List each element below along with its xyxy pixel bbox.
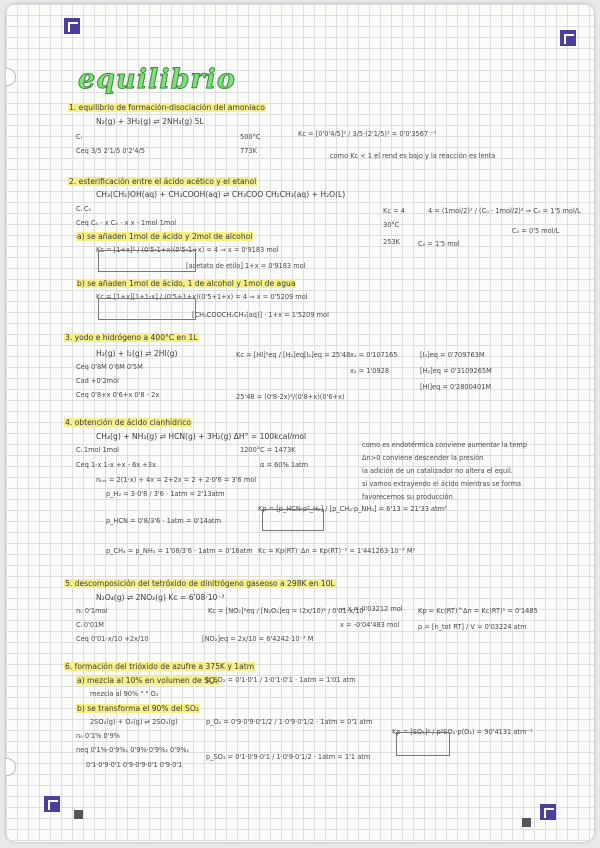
section-heading: 5. descomposición del tetróxido de dinitrógeno gaseoso a 298K en 10L — [65, 579, 335, 588]
note-line: Kc = [0'0'4/5]² / 3/5·(2'1/5)³ = 0'0'3567 ⁻¹ — [298, 130, 437, 138]
note-line: Kp = [SO₃]² / p²SO₂·p(O₂) = 90'4131 atm⁻¹ — [392, 728, 533, 736]
note-line: Kc = [1+x]² / (0'5-1+x)(0'5-1+x) = 4 ⇒ x = 0'9183 mol — [96, 246, 279, 254]
equation-box — [98, 250, 196, 272]
binder-hole-icon — [6, 68, 16, 86]
note-line: p_HCN = 0'8/3'6 · 1atm = 0'14atm — [106, 517, 222, 525]
section-heading: 3. yodo e hidrógeno a 400°C en 1L — [65, 333, 198, 342]
corner-mark-icon — [560, 30, 576, 46]
note-line: x₁ = 0'107165 — [350, 351, 398, 359]
note-line: 773K — [240, 147, 257, 155]
note-line: 25'48 = (0'8-2x)²/(0'8+x)(0'6+x) — [236, 393, 345, 401]
note-line: nₜₒₜ = 2(1-x) + 4x = 2+2x = 2 + 2·0'6 = 3'6 mol — [96, 476, 257, 484]
note-line: C₀ = 1'5 mol — [418, 240, 460, 248]
note-line: 1200°C = 1473K — [240, 446, 296, 454]
note-line: Kc = [NO₂]²eq / [N₂O₄]eq = (2x/10)² / 0'01-x/10 — [208, 607, 364, 615]
note-line: Kp = [p_HCN·p³_H₂] / [p_CH₄·p_NH₃] = 6'13 = 21'33 atm² — [258, 505, 447, 513]
note-line: 0'1·0'9·0'1 0'9·0'9·0'1 0'9·0'1 — [86, 761, 183, 769]
note-line: como Kc < 1 el rend es bajo y la reacción es lenta — [330, 152, 496, 160]
equation-box — [262, 509, 324, 531]
note-line: CH₄(g) + NH₃(g) ⇌ HCN(g) + 3H₂(g) ΔH° = 100kcal/mol — [96, 432, 307, 441]
note-line: 4 = (1mol/2)² / (C₀ - 1mol/2)² ⇒ C₀ = 1'5 mol/L — [428, 207, 581, 215]
note-line: como es endotérmica conviene aumentar la temp — [362, 441, 528, 449]
note-line: Cᵢ — [76, 133, 82, 141]
note-line: Ceq 1-x 1-x +x - 6x +3x — [76, 461, 156, 469]
binder-hole-icon — [6, 758, 16, 776]
note-line: α = 60% 1atm — [260, 461, 309, 469]
equation-box — [98, 298, 196, 320]
section-heading: a) mezcla al 10% en volumen de SO₂ — [77, 676, 218, 685]
notebook-page — [6, 4, 594, 842]
note-line: N₂(g) + 3H₂(g) ⇌ 2NH₃(g) 5L — [96, 117, 204, 126]
note-line: favorecemos su producción — [362, 493, 453, 501]
section-heading: a) se añaden 1mol de ácido y 2mol de alcohol — [77, 232, 253, 241]
note-line: Kc = [1+x][1+1-x] / (0'5+1+x)(0'5+1+x) = 4 ⇒ x = 0'5209 mol — [96, 293, 308, 301]
note-line: 2SO₂(g) + O₂(g) ⇌ 2SO₃(g) — [90, 718, 178, 726]
note-line: H₂(g) + I₂(g) ⇌ 2HI(g) — [96, 349, 178, 358]
equation-box — [396, 732, 450, 756]
note-line: C₀ = 0'5 mol/L — [512, 227, 560, 235]
page-marker-icon — [522, 818, 531, 827]
note-line: CH₃(CH₂)OH(aq) + CH₃COOH(aq) ⇌ CH₃COO CH₂CH₃(aq) + H₂O(L) — [96, 190, 346, 199]
note-line: Cᵢ C₀ — [76, 205, 92, 213]
note-line: mezcla al 90% " " O₂ — [90, 690, 159, 698]
note-line: n₀ 0'1mol — [76, 607, 108, 615]
note-line: Cᵢ 1mol 1mol — [76, 446, 119, 454]
note-line: [I₂]eq = 0'709763M — [420, 351, 485, 359]
section-heading: b) se transforma el 90% del SO₂ — [77, 704, 199, 713]
note-line: neq 0'1%·0'9%₁ 0'9%·0'9%₂ 0'9%₁ — [76, 746, 190, 754]
note-line: p_SO₂ = 0'1·0'1 / 1·0'1·0'1 · 1atm = 1'01 atm — [206, 676, 356, 684]
note-line: p_O₂ = 0'9·0'9·0'1/2 / 1·0'9·0'1/2 · 1atm = 0'1 atm — [206, 718, 373, 726]
note-line: x = -0'04'483 mol — [340, 621, 400, 629]
section-heading: 6. formación del trióxido de azufre a 375K y 1atm — [65, 662, 255, 671]
note-line: [HI]eq = 0'2800401M — [420, 383, 492, 391]
note-line: Kc = 4 — [383, 207, 405, 215]
note-line: 30°C — [383, 221, 400, 229]
note-line: Cᵢ 0'01M — [76, 621, 104, 629]
note-line: Δn>0 conviene descender la presión — [362, 454, 484, 462]
note-line: 253K — [383, 238, 400, 246]
note-line: 500°C — [240, 133, 261, 141]
note-line: Ceq 0'8+x 0'6+x 0'8 - 2x — [76, 391, 160, 399]
note-line: x₂ = 1'0928 — [350, 367, 390, 375]
section-heading: b) se añaden 1mol de ácido, 1 de alcohol y 1mol de agua — [77, 279, 296, 288]
note-line: si vamos extrayendo el ácido mientras se forma — [362, 480, 522, 488]
section-heading: 2. esterificación entre el ácido acético y el etanol — [69, 177, 257, 186]
note-line: p = [n_tot RT] / V = 0'03224 atm — [418, 623, 527, 631]
corner-mark-icon — [540, 804, 556, 820]
note-line: n₀ 0'1% 0'9% — [76, 732, 120, 740]
note-line: [NO₂]eq = 2x/10 = 6'4242·10⁻³ M — [202, 635, 314, 643]
note-line: Ceq C₀ - x C₀ - x x - 1mol 1mol — [76, 219, 177, 227]
note-line: Kc = [HI]²eq / [H₂]eq[I₂]eq = 25'48 — [236, 351, 351, 359]
note-line: Ceq 0'01-x/10 +2x/10 — [76, 635, 149, 643]
corner-mark-icon — [44, 796, 60, 812]
note-line: Kc = Kp(RT)⁻Δn = Kp(RT)⁻² = 1'441263·10⁻³ M² — [258, 547, 416, 555]
note-line: Cad +0'2mol — [76, 377, 119, 385]
page-marker-icon — [74, 810, 83, 819]
note-line: [CH₃COOCH₂CH₃(aq)] · 1+x = 1'5209 mol — [192, 311, 329, 319]
note-line: Ceq 3/5 2'1/5 0'2'4/5 — [76, 147, 145, 155]
note-line: Ceq 0'8M 0'6M 0'5M — [76, 363, 143, 371]
section-heading: 1. equilibrio de formación-disociación del amoniaco — [69, 103, 265, 112]
corner-mark-icon — [64, 18, 80, 34]
note-line: p_H₂ = 3·0'8 / 3'6 · 1atm = 2'13atm — [106, 490, 225, 498]
note-line: [H₂]eq = 0'3109265M — [420, 367, 492, 375]
page-title: equilibrio — [78, 64, 236, 95]
note-line: Kp = Kc(RT)^Δn = Kc(RT)¹ = 0'1485 — [418, 607, 538, 615]
note-line: p_SO₃ = 0'1·0'9·0'1 / 1·0'9·0'1/2 · 1atm = 1'1 atm — [206, 753, 371, 761]
note-line: N₂O₄(g) ⇌ 2NO₂(g) Kc = 6'08·10⁻³ — [96, 593, 225, 602]
note-line: ⇒ x = 0'03212 mol — [340, 605, 403, 613]
note-line: la adición de un catalizador no altera el equil. — [362, 467, 513, 475]
note-line: [acetato de etilo] 1+x = 0'9183 mol — [186, 262, 306, 270]
note-line: p_CH₄ = p_NH₃ = 1'08/3'6 · 1atm = 0'16atm — [106, 547, 253, 555]
section-heading: 4. obtención de ácido cianhídrico — [65, 418, 192, 427]
